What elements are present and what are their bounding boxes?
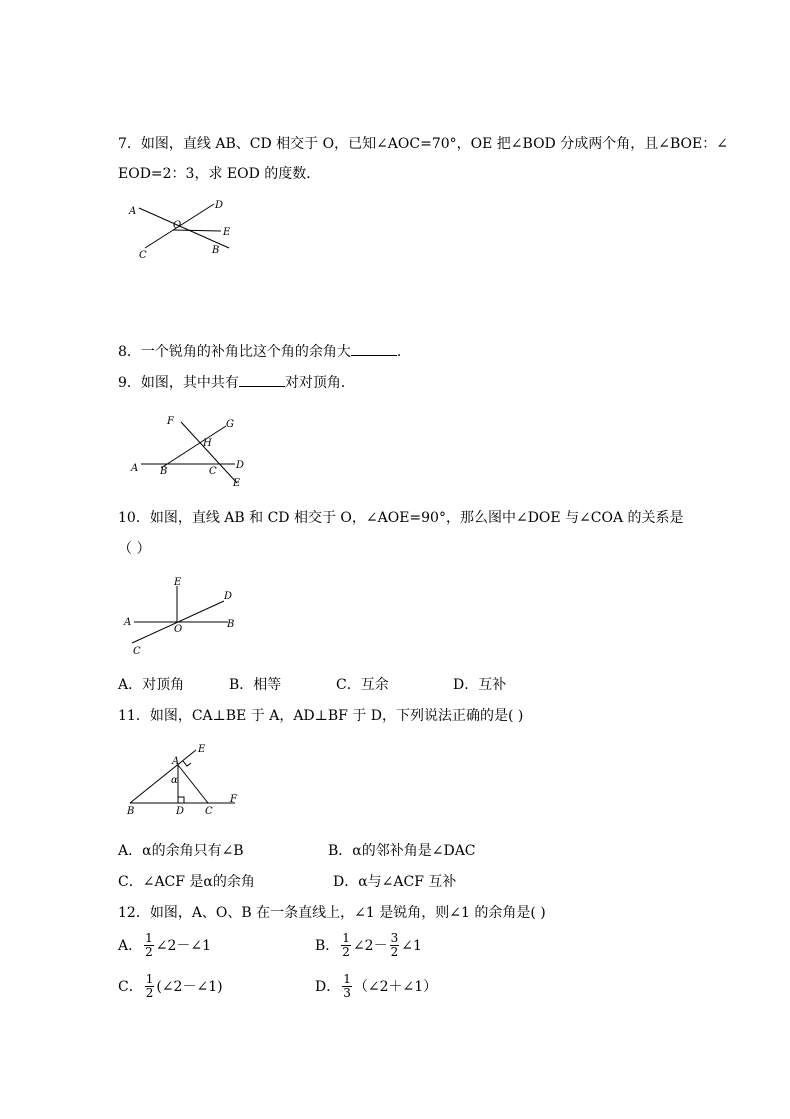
q12-option-a-denominator: 2 (145, 945, 153, 959)
q10-label-c: C (133, 646, 141, 657)
q12-option-b-denominator-1: 2 (342, 945, 350, 959)
q12-option-d-numerator: 1 (343, 972, 351, 986)
q11-option-c[interactable]: C．∠ACF 是α的余角 (118, 874, 255, 890)
q10-figure (118, 575, 248, 659)
q12-option-d-denominator: 3 (343, 986, 351, 1000)
q9-label-g: G (226, 419, 234, 430)
q11-figure (122, 742, 252, 818)
q7-text-line1: 7．如图，直线 AB、CD 相交于 O，已知∠AOC=70°，OE 把∠BOD 分成两个角，且∠BOE：∠ (118, 136, 728, 152)
q11-label-a: A (172, 756, 180, 767)
q12-option-c-denominator: 2 (145, 986, 154, 1000)
q10-option-d[interactable]: D．互补 (453, 677, 507, 693)
q8-text-pre: 8．一个锐角的补角比这个角的余角大 (118, 344, 351, 360)
q12-option-d-expression: （∠2＋∠1） (353, 978, 438, 995)
q7-text-line2: EOD=2：3，求 EOD 的度数． (118, 166, 321, 182)
q11-label-c: C (205, 806, 213, 817)
q12-option-d-fraction (342, 973, 352, 1000)
q12-option-c-fraction (145, 973, 155, 1000)
q9-label-a: A (131, 463, 139, 474)
q11-label-d: D (176, 806, 185, 817)
q12-option-a-numerator: 1 (145, 931, 153, 945)
q10-label-e: E (174, 577, 182, 588)
q9-label-c: C (209, 466, 217, 477)
q12-option-c[interactable] (118, 973, 223, 1000)
q12-option-b-denominator-2: 2 (390, 945, 399, 959)
q9-label-f: F (167, 416, 174, 427)
q11-label-f: F (230, 794, 237, 805)
q11-label-e: E (198, 744, 206, 755)
q10-label-a: A (124, 617, 132, 628)
q7-label-b: B (212, 245, 220, 256)
q9-text-pre: 9．如图，其中共有 (118, 375, 239, 391)
q12-option-d-prefix: D． (315, 978, 341, 995)
q8-answer-blank[interactable] (351, 342, 397, 356)
q12-option-a-prefix: A． (118, 937, 143, 954)
q12-option-b[interactable] (315, 932, 422, 959)
q12-option-b-numerator-1: 1 (342, 931, 350, 945)
q10-label-o: O (174, 624, 183, 635)
q11-option-b[interactable]: B．α的邻补角是∠DAC (328, 843, 476, 859)
q9-figure (125, 412, 255, 492)
q10-option-b[interactable]: B．相等 (229, 677, 282, 693)
q12-option-b-numerator-2: 3 (390, 931, 399, 945)
q12-option-d[interactable] (315, 973, 437, 1000)
q7-label-c: C (139, 250, 147, 261)
q8-text (118, 342, 411, 362)
q9-label-d: D (236, 460, 245, 471)
q10-option-a[interactable]: A．对顶角 (118, 677, 185, 693)
q12-option-b-fraction-2 (390, 932, 400, 959)
q9-text (118, 373, 355, 393)
q11-option-a[interactable]: A．α的余角只有∠B (118, 843, 244, 859)
q9-label-e: E (233, 478, 241, 489)
q12-option-a[interactable] (118, 932, 211, 959)
q9-answer-blank[interactable] (239, 373, 285, 387)
q7-label-o: O (173, 220, 182, 231)
q9-label-h: H (203, 438, 212, 449)
q12-option-c-prefix: C． (118, 978, 143, 995)
q7-figure (125, 198, 265, 264)
q12-text-line1: 12．如图，A、O、B 在一条直线上，∠1 是锐角，则∠1 的余角是( ) (118, 905, 546, 921)
q7-label-e: E (223, 227, 231, 238)
q10-option-c[interactable]: C．互余 (336, 677, 389, 693)
q11-label-b: B (127, 806, 135, 817)
q12-option-b-prefix: B． (315, 937, 340, 954)
q11-label-alpha: α (171, 775, 178, 786)
q12-option-c-expression: (∠2－∠1) (156, 978, 223, 995)
q12-option-a-fraction (144, 932, 154, 959)
q10-text-line1: 10．如图，直线 AB 和 CD 相交于 O，∠AOE=90°，那么图中∠DOE 与∠COA 的关系是 (118, 510, 684, 526)
q10-label-d: D (224, 591, 233, 602)
q7-label-a: A (129, 206, 137, 217)
q10-label-b: B (227, 619, 235, 630)
q8-text-post: ． (396, 344, 411, 360)
q10-text-line2: （ ） (118, 541, 151, 557)
q12-option-b-fraction-1 (341, 932, 351, 959)
q12-option-a-expression: ∠2－∠1 (155, 937, 212, 954)
q11-option-d[interactable]: D．α与∠ACF 互补 (333, 874, 457, 890)
q9-label-b: B (160, 466, 168, 477)
q12-option-c-numerator: 1 (145, 972, 154, 986)
q9-text-post: 对对顶角． (284, 375, 355, 391)
q7-label-d: D (215, 200, 224, 211)
q11-text-line1: 11．如图，CA⊥BE 于 A，AD⊥BF 于 D，下列说法正确的是( ) (118, 708, 524, 724)
q12-option-b-expression: ∠1 (401, 937, 422, 954)
q12-option-b-middle: ∠2－ (352, 937, 388, 954)
